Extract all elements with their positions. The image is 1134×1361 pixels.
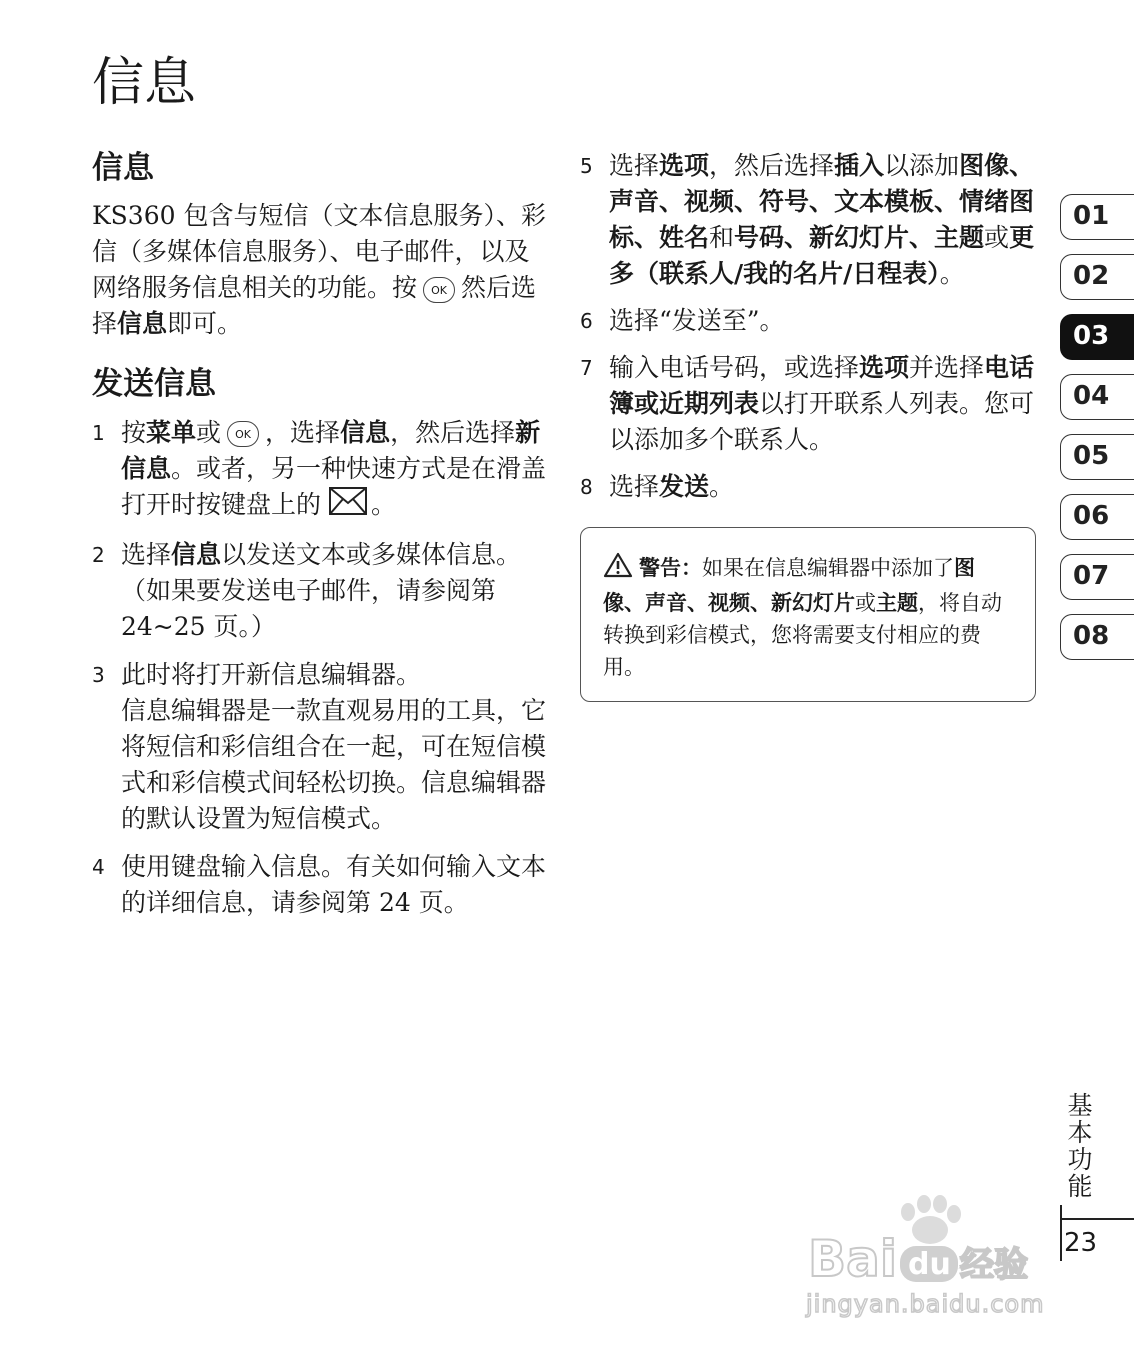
step-text: 此时将打开新信息编辑器。	[121, 660, 422, 690]
page-title: 信息	[92, 53, 197, 113]
warning-text: 如果在信息编辑器中添加了	[702, 556, 954, 580]
baidu-watermark	[800, 1190, 1065, 1324]
step-number: 6	[580, 309, 593, 333]
page-number: 23	[1064, 1228, 1098, 1258]
step-text: 选择	[121, 540, 172, 570]
step-text: 信息编辑器是一款直观易用的工具，它将短信和彩信组合在一起，可在短信模式和彩信模式间轻松切换。信息编辑器的默认设置为短信模式。	[121, 696, 547, 834]
step-6	[580, 303, 1040, 339]
step-bold: 新信息	[121, 417, 541, 483]
step-number: 2	[92, 543, 105, 568]
step-text: 以发送文本或多媒体信息。（如果要发送电子邮件，请参阅第 24~25 页。）	[121, 540, 522, 642]
intro-bold-messages: 信息	[117, 309, 168, 339]
step-text: 或	[984, 223, 1010, 252]
step-7	[580, 350, 1040, 458]
step-bold: 信息	[171, 540, 222, 570]
step-text: 以添加	[884, 151, 960, 180]
step-5	[580, 148, 1040, 292]
right-column	[580, 148, 1040, 702]
step-text: 。或者，另一种快速方式是在滑盖打开时按键盘上的	[121, 453, 547, 519]
intro-text-mid: 然后选择	[92, 273, 537, 339]
chapter-tab-05[interactable]: 05	[1060, 434, 1134, 480]
step-bold: 更多（联系人/我的名片/日程表）	[609, 223, 1035, 288]
step-bold: 发送	[659, 472, 710, 501]
step-text: 选择	[609, 472, 660, 501]
warning-text: ，将自动转换到彩信模式，您将需要支付相应的费用。	[603, 591, 1002, 679]
warning-label: 警告：	[639, 556, 702, 580]
step-number: 5	[580, 154, 593, 178]
chapter-tab-01[interactable]: 01	[1060, 194, 1134, 240]
step-text: 。	[709, 472, 735, 501]
chapter-tab-06[interactable]: 06	[1060, 494, 1134, 540]
chapter-tab-08[interactable]: 08	[1060, 614, 1134, 660]
step-text: 按	[121, 417, 147, 447]
step-text: 或	[196, 417, 222, 447]
step-text: 。	[939, 259, 965, 288]
intro-text: KS360 包含与短信（文本信息服务）、彩信（多媒体信息服务）、电子邮件，以及网络服务信息相关的功能。按	[92, 201, 546, 303]
step-4	[92, 849, 548, 921]
send-steps-list-continued	[580, 148, 1040, 505]
ok-key-icon: OK	[423, 277, 455, 303]
step-1	[92, 415, 548, 526]
step-text: ，然后选择	[709, 151, 835, 180]
section-heading-send-message: 发送信息	[92, 366, 216, 403]
svg-text:du: du	[908, 1247, 951, 1282]
warning-box	[580, 527, 1036, 702]
chapter-tab-07[interactable]: 07	[1060, 554, 1134, 600]
step-bold: 号码、新幻灯片、主题	[734, 223, 985, 252]
step-text: 选择“发送至”。	[609, 306, 785, 335]
step-bold: 选项	[659, 151, 710, 180]
warning-triangle-icon	[603, 552, 633, 587]
step-text: 。	[371, 489, 397, 519]
chapter-tab-02[interactable]: 02	[1060, 254, 1134, 300]
page-number-divider-horizontal	[1060, 1218, 1134, 1220]
svg-text:jingyan.baidu.com: jingyan.baidu.com	[806, 1290, 1045, 1318]
chapter-side-label: 基本功能	[1064, 1092, 1093, 1200]
step-text: 和	[709, 223, 735, 252]
left-column	[92, 148, 548, 933]
step-bold: 信息	[340, 417, 391, 447]
step-text: 选择	[609, 151, 660, 180]
envelope-icon	[329, 487, 367, 525]
step-text: 以打开联系人列表。您可以添加多个联系人。	[609, 389, 1035, 454]
step-bold: 插入	[834, 151, 885, 180]
step-text: ，然后选择	[390, 417, 516, 447]
step-number: 4	[92, 855, 105, 880]
svg-text:Bai: Bai	[808, 1230, 897, 1288]
step-2	[92, 537, 548, 645]
step-bold: 选项	[859, 353, 910, 382]
step-number: 8	[580, 475, 593, 499]
section-heading-messages: 信息	[92, 150, 154, 186]
step-bold: 图像、声音、视频、符号、文本模板、情绪图标、姓名	[609, 151, 1035, 252]
warning-bold: 主题	[876, 591, 918, 615]
chapter-tabs	[1060, 194, 1134, 674]
step-number: 3	[92, 663, 105, 688]
step-text: ，选择	[265, 417, 341, 447]
step-text: 输入电话号码，或选择	[609, 353, 860, 382]
warning-bold: 图像、声音、视频、新幻灯片	[603, 556, 975, 615]
step-bold: 电话簿或近期列表	[609, 353, 1035, 418]
svg-text:经验: 经验	[960, 1245, 1028, 1285]
step-8	[580, 469, 1040, 505]
step-3	[92, 657, 548, 837]
chapter-tab-04[interactable]: 04	[1060, 374, 1134, 420]
warning-text: 或	[855, 591, 876, 615]
step-text: 并选择	[909, 353, 985, 382]
ok-key-icon: OK	[227, 421, 259, 447]
send-steps-list	[92, 415, 548, 922]
step-bold: 菜单	[146, 417, 197, 447]
chapter-tab-03[interactable]: 03	[1060, 314, 1134, 360]
intro-paragraph	[92, 198, 548, 342]
intro-text-post: 即可。	[167, 309, 243, 339]
step-number: 1	[92, 420, 105, 445]
step-text: 使用键盘输入信息。有关如何输入文本的详细信息，请参阅第 24 页。	[121, 852, 547, 918]
step-number: 7	[580, 356, 593, 380]
